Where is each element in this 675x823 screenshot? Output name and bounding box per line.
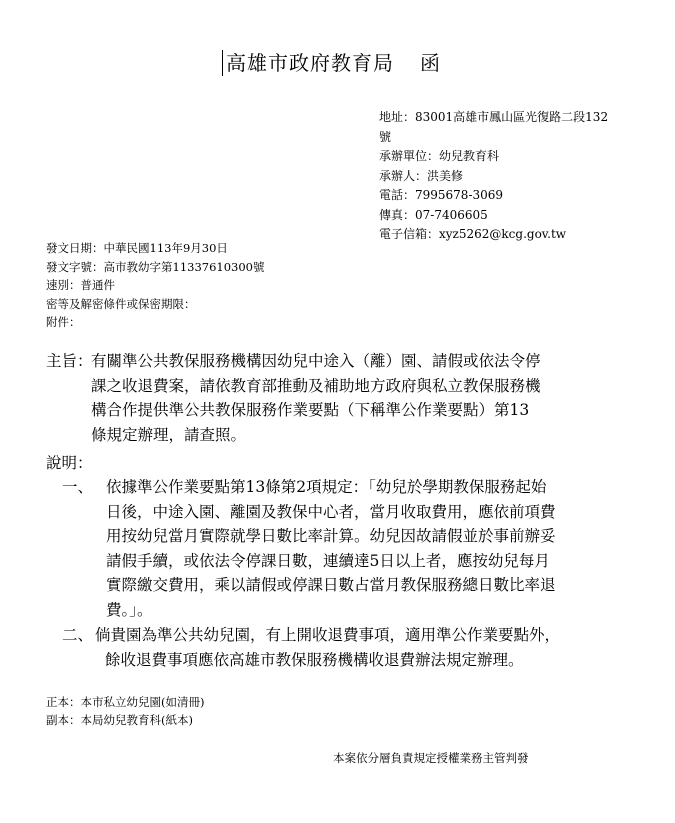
explanation-item-2 [95,623,560,672]
explanation-line: 倘貴園為準公共幼兒園，有上開收退費事項，適用準公作業要點外， [95,626,561,644]
document-type: 函 [420,51,441,75]
subject-line: 課之收退費案，請依教育部推動及補助地方政府與私立教保服務機 [91,376,541,395]
explanation-line: 請假手續，或依法令停課日數，連續達5日以上者，應按幼兒每月 [106,551,550,570]
contact-fax: 傳真：07-7406605 [379,207,488,222]
confidentiality: 密等及解密條件或保密期限： [46,296,196,311]
authorization-note: 本案依分層負責規定授權業務主管判發 [333,751,529,765]
contact-phone: 電話：7995678-3069 [379,188,504,202]
contact-person: 承辦人：洪美修 [379,168,464,183]
attachments: 附件： [46,315,81,329]
subject-line: 構合作提供準公共教保服務作業要點（下稱準公作業要點）第13 [91,401,530,419]
subject-label: 主旨： [46,352,93,370]
urgency: 速別：普通件 [46,278,115,292]
dispatch-date: 發文日期：中華民國113年9月30日 [46,241,228,255]
document-title [222,50,441,76]
explanation-label: 說明： [46,454,93,472]
contact-address-cont: 號 [379,129,392,144]
contact-email: 電子信箱：xyz5262@kcg.gov.tw [379,227,567,241]
dispatch-meta [46,239,264,332]
copy-recipients [46,693,204,729]
contact-block [379,108,608,245]
explanation-item-number: 二、 [62,626,94,644]
subject-line: 條規定辦理，請查照。 [91,425,247,444]
explanation-item-number: 一、 [62,478,94,496]
explanation-line: 依據準公作業要點第13條第2項規定：「幼兒於學期教保服務起始 [106,478,547,496]
contact-address: 地址：83001高雄市鳳山區光復路二段132 [379,110,609,124]
explanation-line: 日後，中途入園、離園及教保中心者，當月收取費用，應依前項費 [106,502,556,521]
agency-name: 高雄市政府教育局 [226,51,394,75]
explanation-line: 用按幼兒當月實際就學日數比率計算。幼兒因故請假並於事前辦妥 [106,527,556,545]
contact-department: 承辦單位：幼兒教育科 [379,149,500,163]
subject-text [91,349,651,447]
copy-recipient: 副本：本局幼兒教育科(紙本) [46,713,193,727]
original-recipient: 正本：本市私立幼兒園(如清冊) [46,695,205,709]
explanation-item-1 [106,475,556,622]
dispatch-number: 發文字號：高市教幼字第11337610300號 [46,259,265,274]
subject-line: 有關準公共教保服務機構因幼兒中途入（離）園、請假或依法令停 [91,352,541,370]
explanation-line: 實際繳交費用，乘以請假或停課日數占當月教保服務總日數比率退 [106,576,556,594]
explanation-line: 費。」。 [106,600,153,619]
explanation-line: 餘收退費事項應依高雄市教保服務機構收退費辦法規定辦理。 [105,650,524,669]
